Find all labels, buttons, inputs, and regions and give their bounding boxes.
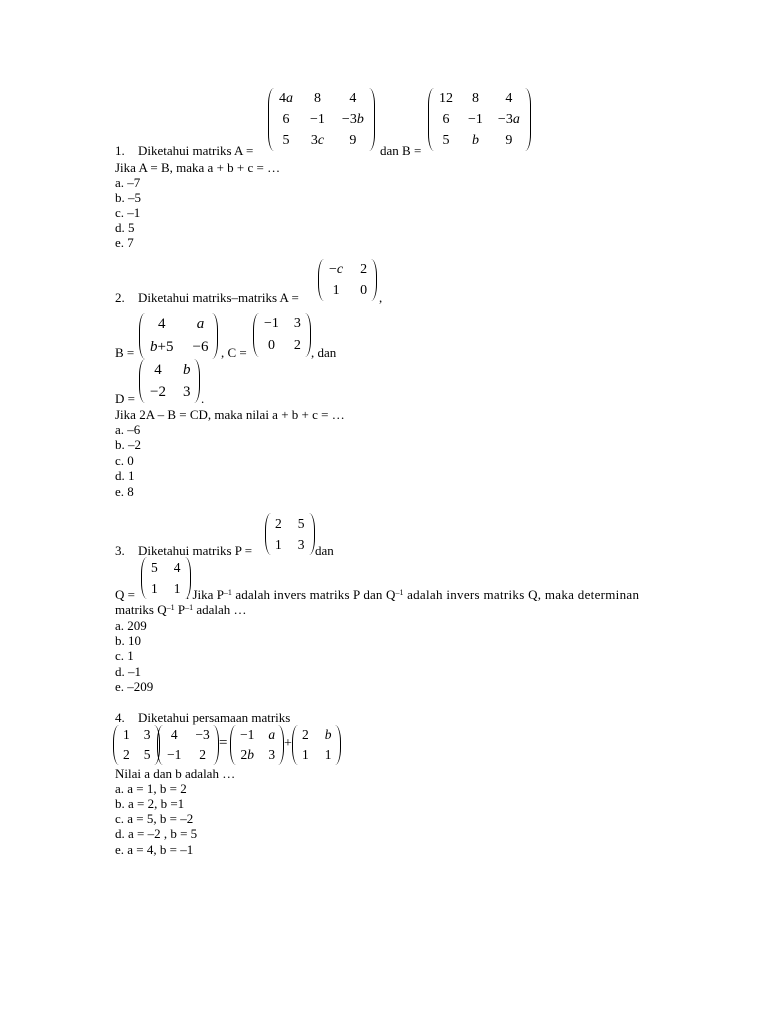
numeral-glyph: 2 bbox=[240, 747, 248, 762]
numeral-glyph: 1 bbox=[475, 111, 483, 127]
q3-line2 bbox=[115, 602, 247, 617]
matrix-cell bbox=[434, 88, 458, 109]
matrix-cell bbox=[286, 513, 309, 534]
q2-number: 2. bbox=[115, 290, 125, 305]
variable-glyph: b bbox=[356, 111, 364, 127]
q3-line1-c: adalah invers matriks Q, maka determinan bbox=[403, 587, 640, 602]
q2-matrix-b bbox=[139, 313, 218, 359]
numeral-glyph: 2 bbox=[293, 338, 301, 353]
q1-option-e: e. 7 bbox=[115, 235, 134, 250]
q1-option-d: d. 5 bbox=[115, 220, 135, 235]
numeral-glyph: − bbox=[195, 727, 203, 742]
numeral-glyph: 1 bbox=[123, 727, 130, 742]
matrix-cell bbox=[274, 88, 298, 109]
q2-option-b: b. –2 bbox=[115, 437, 141, 452]
numeral-glyph: − bbox=[341, 111, 350, 127]
numeral-glyph: 3 bbox=[143, 727, 151, 742]
q4-matrix-2 bbox=[157, 725, 219, 765]
numeral-glyph: 4 bbox=[170, 727, 178, 742]
q4-question: Nilai a dan b adalah … bbox=[115, 766, 236, 781]
matrix-cell bbox=[163, 745, 185, 765]
numeral-glyph: 8 bbox=[313, 90, 321, 106]
numeral-glyph: 4 bbox=[157, 316, 166, 332]
matrix-cell bbox=[236, 745, 258, 765]
matrix-cell bbox=[324, 280, 348, 301]
variable-glyph: b bbox=[471, 132, 479, 148]
numeral-glyph: 2 bbox=[446, 90, 453, 106]
q2-d-label: D = bbox=[115, 391, 135, 406]
matrix-cell bbox=[348, 280, 371, 301]
matrix-cell bbox=[298, 88, 337, 109]
numeral-glyph: 2 bbox=[302, 727, 309, 742]
variable-glyph: a bbox=[286, 90, 293, 106]
numeral-glyph: 5 bbox=[442, 132, 450, 148]
q3-line1-a: . Jika P bbox=[186, 587, 224, 602]
matrix-cell bbox=[298, 745, 313, 765]
matrix-cell bbox=[324, 259, 348, 280]
numeral-glyph: 1 bbox=[317, 111, 325, 127]
q1-number: 1. bbox=[115, 143, 125, 158]
numeral-glyph: 1 bbox=[439, 90, 446, 106]
matrix-cell bbox=[284, 335, 305, 357]
matrix-cell bbox=[493, 130, 525, 151]
numeral-glyph: 5 bbox=[297, 515, 305, 531]
q4-matrix-4 bbox=[292, 725, 341, 765]
numeral-glyph: − bbox=[329, 261, 337, 277]
numeral-glyph: 5 bbox=[282, 132, 290, 148]
numeral-glyph: 4 bbox=[505, 90, 513, 106]
q1-dan-b-label: dan B = bbox=[380, 143, 422, 158]
q1-question: Jika A = B, maka a + b + c = … bbox=[115, 160, 281, 175]
variable-glyph: b bbox=[150, 339, 158, 355]
numeral-glyph: 6 bbox=[200, 339, 209, 355]
matrix-cell bbox=[458, 109, 493, 130]
matrix-cell bbox=[163, 725, 185, 745]
q2-period: . bbox=[201, 391, 205, 406]
matrix-cell bbox=[313, 725, 335, 745]
numeral-glyph: − bbox=[192, 339, 201, 355]
q4-matrix-1 bbox=[113, 725, 160, 765]
numeral-glyph: 2 bbox=[158, 383, 166, 400]
q2-matrix-a bbox=[318, 259, 377, 301]
q3-q-label: Q = bbox=[115, 587, 135, 602]
matrix-cell bbox=[185, 725, 212, 745]
matrix-cell bbox=[145, 336, 178, 359]
q4-plus: + bbox=[284, 736, 292, 751]
q3-number: 3. bbox=[115, 543, 125, 558]
matrix-cell bbox=[171, 381, 195, 403]
matrix-cell bbox=[337, 109, 369, 130]
numeral-glyph: 1 bbox=[324, 747, 332, 762]
numeral-glyph: − bbox=[264, 316, 272, 331]
q3-option-e: e. –209 bbox=[115, 679, 154, 694]
matrix-cell bbox=[134, 745, 154, 765]
matrix-cell bbox=[298, 725, 313, 745]
q2-matrix-c bbox=[253, 313, 311, 357]
q3-dan: dan bbox=[315, 543, 334, 558]
q2-b-label: B = bbox=[115, 345, 135, 360]
numeral-glyph: 1 bbox=[275, 536, 282, 552]
matrix-cell bbox=[119, 745, 134, 765]
numeral-glyph: 1 bbox=[247, 727, 255, 742]
variable-glyph: b bbox=[182, 361, 191, 378]
q1-matrix-a bbox=[268, 88, 375, 151]
numeral-glyph: 3 bbox=[182, 383, 191, 400]
matrix-cell bbox=[458, 88, 493, 109]
numeral-glyph: 4 bbox=[279, 90, 286, 106]
matrix-cell bbox=[271, 513, 286, 534]
q1-matrix-b bbox=[428, 88, 531, 151]
q4-matrix-3 bbox=[230, 725, 284, 765]
numeral-glyph: 1 bbox=[332, 282, 340, 298]
q2-comma: , bbox=[379, 290, 383, 305]
numeral-glyph: 1 bbox=[174, 747, 182, 762]
q3-option-b: b. 10 bbox=[115, 633, 141, 648]
matrix-cell bbox=[284, 313, 305, 335]
q2-c-label: , C = bbox=[221, 345, 247, 360]
numeral-glyph: 0 bbox=[267, 338, 275, 353]
numeral-glyph: 9 bbox=[349, 132, 357, 148]
variable-glyph: b bbox=[324, 727, 332, 742]
matrix-cell bbox=[458, 130, 493, 151]
variable-glyph: b bbox=[247, 747, 254, 762]
q3-line2-b: P bbox=[174, 602, 186, 617]
q4-number: 4. bbox=[115, 710, 125, 725]
numeral-glyph: − bbox=[468, 111, 476, 127]
numeral-glyph: 2 bbox=[360, 261, 368, 277]
matrix-cell bbox=[271, 534, 286, 555]
numeral-glyph: 3 bbox=[349, 111, 357, 127]
matrix-cell bbox=[337, 130, 369, 151]
q2-intro: Diketahui matriks–matriks A = bbox=[138, 290, 299, 305]
matrix-cell bbox=[434, 109, 458, 130]
matrix-cell bbox=[178, 336, 212, 359]
matrix-cell bbox=[145, 313, 178, 336]
numeral-glyph: 4 bbox=[173, 559, 181, 575]
matrix-cell bbox=[236, 725, 258, 745]
numeral-glyph: 1 bbox=[271, 316, 279, 331]
numeral-glyph: 1 bbox=[173, 580, 181, 596]
matrix-cell bbox=[313, 745, 335, 765]
numeral-glyph: 1 bbox=[302, 747, 309, 762]
numeral-glyph: 6 bbox=[282, 111, 290, 127]
q4-option-a: a. a = 1, b = 2 bbox=[115, 781, 187, 796]
numeral-glyph: − bbox=[150, 383, 159, 400]
matrix-cell bbox=[298, 130, 337, 151]
q3-line1-b: adalah invers matriks P dan Q bbox=[231, 587, 396, 602]
numeral-glyph: 4 bbox=[349, 90, 357, 106]
numeral-glyph: 3 bbox=[203, 727, 210, 742]
q4-intro: Diketahui persamaan matriks bbox=[138, 710, 291, 725]
numeral-glyph: 3 bbox=[293, 316, 301, 331]
inverse-superscript: –1 bbox=[223, 588, 232, 597]
matrix-cell bbox=[145, 381, 171, 403]
numeral-glyph: 5 bbox=[165, 339, 174, 355]
numeral-glyph: 1 bbox=[151, 580, 158, 596]
q3-line2-c: adalah … bbox=[193, 602, 247, 617]
q3-option-c: c. 1 bbox=[115, 648, 134, 663]
matrix-cell bbox=[178, 313, 212, 336]
q2-option-e: e. 8 bbox=[115, 484, 134, 499]
matrix-cell bbox=[185, 745, 212, 765]
matrix-cell bbox=[286, 534, 309, 555]
q4-option-d: d. a = –2 , b = 5 bbox=[115, 826, 198, 841]
q1-option-b: b. –5 bbox=[115, 190, 141, 205]
numeral-glyph: − bbox=[240, 727, 248, 742]
numeral-glyph: 3 bbox=[297, 536, 305, 552]
matrix-cell bbox=[434, 130, 458, 151]
matrix-cell bbox=[162, 578, 185, 599]
matrix-cell bbox=[493, 109, 525, 130]
variable-glyph: c bbox=[317, 132, 325, 148]
q1-intro: Diketahui matriks A = bbox=[138, 143, 254, 158]
matrix-cell bbox=[162, 557, 185, 578]
inverse-superscript: –1 bbox=[166, 603, 175, 612]
matrix-cell bbox=[145, 359, 171, 381]
matrix-cell bbox=[259, 313, 284, 335]
numeral-glyph: 4 bbox=[154, 361, 162, 378]
numeral-glyph: 3 bbox=[505, 111, 513, 127]
numeral-glyph: + bbox=[157, 339, 166, 355]
numeral-glyph: 6 bbox=[442, 111, 450, 127]
q2-option-c: c. 0 bbox=[115, 453, 134, 468]
numeral-glyph: 3 bbox=[268, 747, 276, 762]
numeral-glyph: 8 bbox=[471, 90, 479, 106]
variable-glyph: a bbox=[196, 316, 205, 332]
variable-glyph: a bbox=[512, 111, 520, 127]
q3-line2-a: matriks Q bbox=[115, 602, 167, 617]
matrix-cell bbox=[258, 745, 278, 765]
variable-glyph: c bbox=[336, 261, 344, 277]
numeral-glyph: 9 bbox=[505, 132, 513, 148]
numeral-glyph: 2 bbox=[199, 747, 206, 762]
matrix-cell bbox=[337, 88, 369, 109]
numeral-glyph: 0 bbox=[360, 282, 368, 298]
matrix-cell bbox=[274, 109, 298, 130]
q2-question: Jika 2A – B = CD, maka nilai a + b + c = … bbox=[115, 407, 345, 422]
q3-option-a: a. 209 bbox=[115, 618, 147, 633]
matrix-cell bbox=[171, 359, 195, 381]
q3-intro: Diketahui matriks P = bbox=[138, 543, 253, 558]
q4-option-e: e. a = 4, b = –1 bbox=[115, 842, 194, 857]
q2-option-d: d. 1 bbox=[115, 468, 135, 483]
q4-option-b: b. a = 2, b =1 bbox=[115, 796, 185, 811]
numeral-glyph: 3 bbox=[310, 132, 318, 148]
q2-dan: , dan bbox=[311, 345, 337, 360]
matrix-cell bbox=[298, 109, 337, 130]
q3-line1 bbox=[186, 587, 639, 602]
matrix-cell bbox=[119, 725, 134, 745]
q3-option-d: d. –1 bbox=[115, 664, 141, 679]
q3-matrix-p bbox=[265, 513, 315, 555]
matrix-cell bbox=[348, 259, 371, 280]
q3-matrix-q bbox=[141, 557, 191, 599]
matrix-cell bbox=[147, 557, 162, 578]
numeral-glyph: − bbox=[167, 747, 175, 762]
q1-option-c: c. –1 bbox=[115, 205, 141, 220]
matrix-cell bbox=[493, 88, 525, 109]
numeral-glyph: 5 bbox=[143, 747, 151, 762]
variable-glyph: a bbox=[268, 727, 276, 742]
numeral-glyph: 2 bbox=[123, 747, 130, 762]
inverse-superscript: –1 bbox=[185, 603, 194, 612]
matrix-cell bbox=[147, 578, 162, 599]
numeral-glyph: − bbox=[310, 111, 318, 127]
matrix-cell bbox=[274, 130, 298, 151]
q2-matrix-d bbox=[139, 359, 200, 403]
matrix-cell bbox=[258, 725, 278, 745]
numeral-glyph: 2 bbox=[275, 515, 282, 531]
q4-option-c: c. a = 5, b = –2 bbox=[115, 811, 194, 826]
q4-equals: = bbox=[219, 735, 228, 751]
q2-option-a: a. –6 bbox=[115, 422, 141, 437]
q1-option-a: a. –7 bbox=[115, 175, 141, 190]
matrix-cell bbox=[134, 725, 154, 745]
numeral-glyph: 5 bbox=[151, 559, 158, 575]
numeral-glyph: − bbox=[497, 111, 506, 127]
matrix-cell bbox=[259, 335, 284, 357]
inverse-superscript: –1 bbox=[395, 588, 404, 597]
